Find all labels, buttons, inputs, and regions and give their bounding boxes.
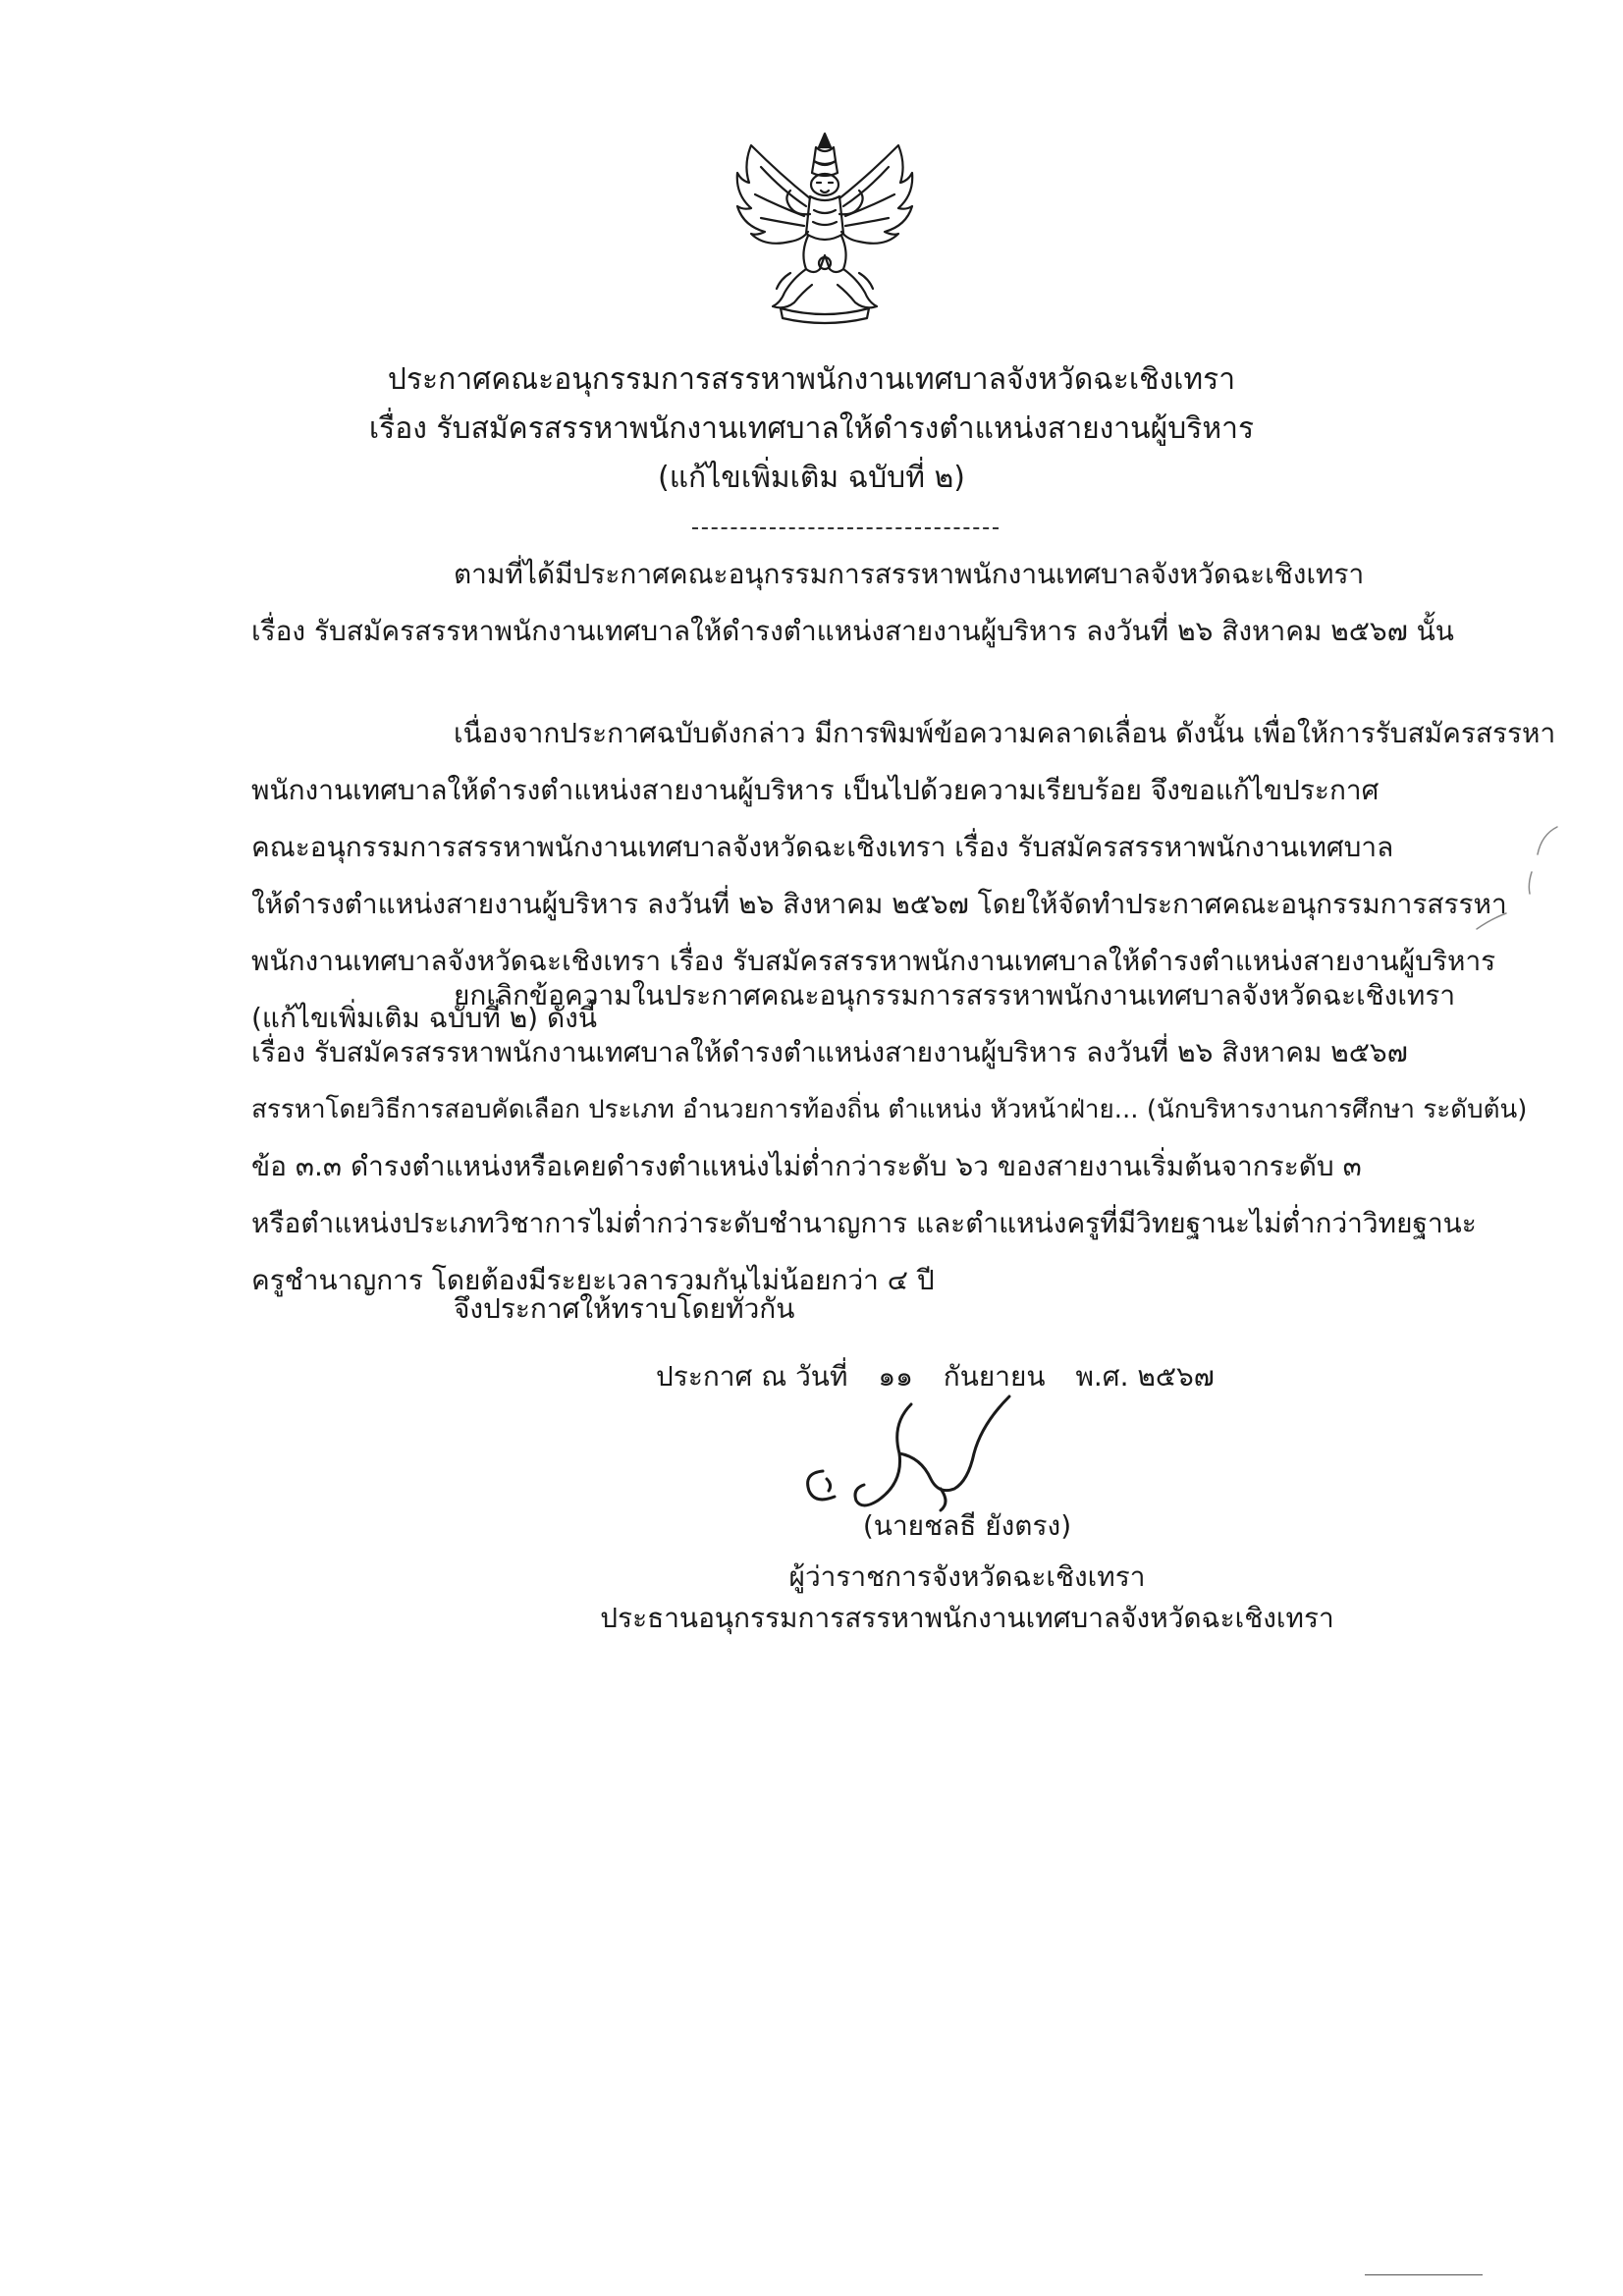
subject-line: เรื่อง รับสมัครสรรหาพนักงานเทศบาลให้ดำรงตำแหน่งสายงานผู้บริหาร — [368, 411, 1255, 446]
date-month: กันยายน — [943, 1360, 1046, 1393]
paragraph-4 — [251, 1281, 1449, 1338]
signatory-name: (นายชลธี ยังตรง) — [862, 1509, 1072, 1542]
amendment-line: (แก้ไขเพิ่มเติม ฉบับที่ ๒) — [658, 461, 965, 495]
paragraph-line: จึงประกาศให้ทราบโดยทั่วกัน — [454, 1292, 795, 1325]
header-divider — [692, 527, 999, 529]
announcement-date — [656, 1355, 1236, 1398]
garuda-emblem-icon — [722, 126, 928, 332]
paragraph-line: คณะอนุกรรมการสรรหาพนักงานเทศบาลจังหวัดฉะเชิงเทรา เรื่อง รับสมัครสรรหาพนักงานเทศบาล — [251, 831, 1394, 863]
title-line-1: ประกาศคณะอนุกรรมการสรรหาพนักงานเทศบาลจังหวัดฉะเชิงเทรา — [387, 362, 1236, 397]
paragraph-line: เรื่อง รับสมัครสรรหาพนักงานเทศบาลให้ดำรงตำแหน่งสายงานผู้บริหาร ลงวันที่ ๒๖ สิงหาคม ๒๕๖๗ นั้น — [251, 615, 1454, 647]
announcement-title — [0, 355, 1623, 503]
paragraph-line: หรือตำแหน่งประเภทวิชาการไม่ต่ำกว่าระดับชำนาญการ และตำแหน่งครูที่มีวิทยฐานะไม่ต่ำกว่าวิทยฐานะ — [251, 1207, 1477, 1239]
date-day: ๑๑ — [878, 1360, 913, 1393]
signatory-role: ประธานอนุกรรมการสรรหาพนักงานเทศบาลจังหวัดฉะเชิงเทรา — [600, 1602, 1334, 1634]
scan-bottom-rule — [1365, 2274, 1483, 2275]
paragraph-line: ครูชำนาญการ โดยต้องมีระยะเวลารวมกันไม่น้อยกว่า ๔ ปี — [251, 1264, 935, 1296]
paragraph-1 — [251, 546, 1454, 660]
paragraph-line: ตามที่ได้มีประกาศคณะอนุกรรมการสรรหาพนักงานเทศบาลจังหวัดฉะเชิงเทรา — [454, 558, 1365, 590]
date-year: พ.ศ. ๒๕๖๗ — [1075, 1360, 1215, 1393]
paragraph-line: เรื่อง รับสมัครสรรหาพนักงานเทศบาลให้ดำรงตำแหน่งสายงานผู้บริหาร ลงวันที่ ๒๖ สิงหาคม ๒๕๖๗ — [251, 1036, 1408, 1068]
paragraph-line: ให้ดำรงตำแหน่งสายงานผู้บริหาร ลงวันที่ ๒๖ สิงหาคม ๒๕๖๗ โดยให้จัดทำประกาศคณะอนุกรรมการสรรหา — [251, 888, 1507, 920]
scan-margin-mark — [1473, 825, 1561, 933]
paragraph-line: ยกเลิกข้อความในประกาศคณะอนุกรรมการสรรหาพนักงานเทศบาลจังหวัดฉะเชิงเทรา — [454, 979, 1456, 1011]
signatory-position: ผู้ว่าราชการจังหวัดฉะเชิงเทรา — [788, 1560, 1146, 1593]
paragraph-line: พนักงานเทศบาลให้ดำรงตำแหน่งสายงานผู้บริหาร เป็นไปด้วยความเรียบร้อย จึงขอแก้ไขประกาศ — [251, 774, 1380, 806]
paragraph-line: (แก้ไขเพิ่มเติม ฉบับที่ ๒) ดังนี้ — [251, 1002, 597, 1034]
paragraph-3 — [251, 967, 1528, 1309]
paragraph-line: ข้อ ๓.๓ ดำรงตำแหน่งหรือเคยดำรงตำแหน่งไม่ต่ำกว่าระดับ ๖ว ของสายงานเริ่มต้นจากระดับ ๓ — [251, 1150, 1362, 1182]
paragraph-line: สรรหาโดยวิธีการสอบคัดเลือก ประเภท อำนวยการท้องถิ่น ตำแหน่ง หัวหน้าฝ่าย... (นักบริหารงานการศึกษา ระดับต้น) — [251, 1095, 1528, 1124]
date-prefix: ประกาศ ณ วันที่ — [656, 1360, 848, 1393]
paragraph-line: เนื่องจากประกาศฉบับดังกล่าว มีการพิมพ์ข้อความคลาดเลื่อน ดังนั้น เพื่อให้การรับสมัครสรรหา — [454, 717, 1556, 749]
paragraph-line: พนักงานเทศบาลจังหวัดฉะเชิงเทรา เรื่อง รับสมัครสรรหาพนักงานเทศบาลให้ดำรงตำแหน่งสายงานผู้บริหาร — [251, 945, 1496, 977]
